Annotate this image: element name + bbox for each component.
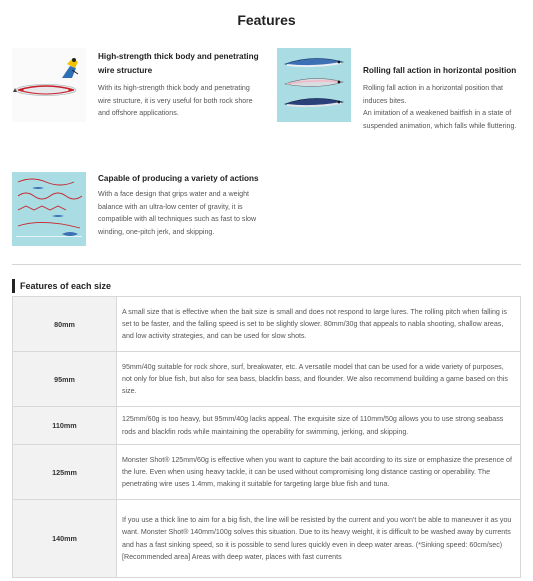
size-description (117, 352, 521, 407)
feature-body-line: Rolling fall action in a horizontal position that induces bites. (363, 84, 503, 105)
table-row (13, 297, 521, 352)
description-line: Monster Shot® 125mm/60g is effective when you want to capture the bait according to its size or emphasize the presence of the lure. Even when using heavy tackle, it can be used without compromising long distance casting or operability. The penetrating wire uses 1.4mm, making it suitable for targeting large blue fish and tuna. (122, 455, 512, 489)
size-description (117, 500, 521, 578)
lure-wire-diagram-icon (12, 48, 86, 122)
size-label: 95mm (13, 352, 117, 407)
feature-heading: Rolling fall action in horizontal position (363, 66, 517, 75)
description-line: 95mm/40g suitable for rock shore, surf, breakwater, etc. A versatile model that can be used for a wide variety of purposes, not only for blue fish, but also for sea bass, blackfin bass, and flounder. We also recommend building a game based on this size. (122, 362, 508, 396)
size-label: 110mm (13, 407, 117, 445)
size-label: 80mm (13, 297, 117, 352)
size-features-table (12, 296, 521, 578)
action-diagram-image (12, 172, 86, 246)
size-label: 125mm (13, 445, 117, 500)
size-description (117, 445, 521, 500)
three-lures-image (277, 48, 351, 122)
description-line: 125mm/60g is too heavy, but 95mm/40g lacks appeal. The exquisite size of 110mm/50g allows you to use strong seabass rods and blackfin rods while maintaining the operability for swimming, jerking, and skipping. (122, 415, 504, 436)
description-line: A small size that is effective when the bait size is small and does not respond to large lures. The rolling pitch when falling is set to be faster, and the falling speed is set to be slightly slower. 80mm/30g that appeals to nabla shooting, shallow areas, and low activity strategies, and can be used for slow shots. (122, 307, 507, 341)
three-lures-icon (277, 48, 351, 122)
table-row (13, 352, 521, 407)
description-line: If you use a thick line to aim for a big fish, the line will be resisted by the current and you won't be able to maneuver it as you want. Monster Shot® 140mm/100g solves this situation. Due to its heavy weight, it is difficult to be washed away by currents and has a fast sinking speed, so it is possible to send lures quickly even in deep water areas. (*Sinking speed: 60cm/sec) (122, 516, 512, 549)
lure-wire-diagram-image (12, 48, 86, 122)
size-label: 140mm (13, 500, 117, 578)
section-title-bar (12, 279, 15, 293)
feature-body (363, 82, 525, 132)
section-divider (12, 264, 521, 265)
table-row (13, 500, 521, 578)
feature-body-line: An imitation of a weakened baitfish in a state of suspended animation, which falls while fluttering. (363, 109, 517, 130)
feature-heading: High-strength thick body and penetrating wire structure (98, 52, 259, 75)
description-line: [Recommended area] Areas with deep water, places with fast currents (122, 552, 342, 561)
section-title: Features of each size (20, 281, 112, 291)
size-description (117, 407, 521, 445)
feature-body: With a face design that grips water and a weight balance with an ultra-low center of gravity, it is compatible with all techniques such as fast to slow winding, one-pitch jerk, and skipping. (98, 190, 257, 236)
action-diagram-icon (12, 172, 86, 246)
size-description (117, 297, 521, 352)
table-row (13, 407, 521, 445)
feature-body: With its high-strength thick body and penetrating wire structure, it is very useful for both rock shore and offshore applications. (98, 84, 253, 118)
feature-heading: Capable of producing a variety of actions (98, 174, 259, 183)
page-title: Features (237, 12, 296, 28)
table-row (13, 445, 521, 500)
